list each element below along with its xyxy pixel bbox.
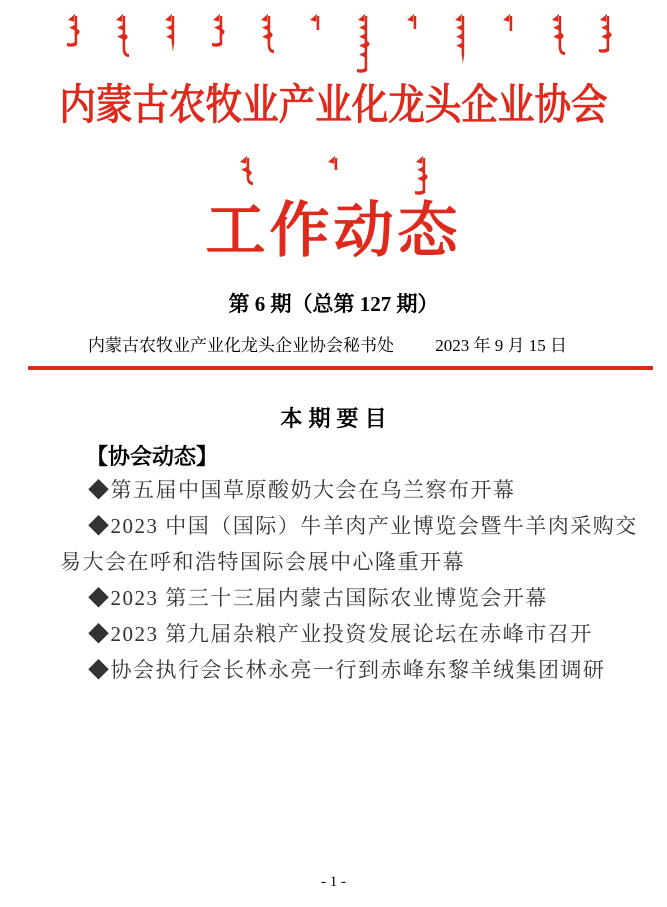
mongolian-script-word-icon	[550, 14, 566, 56]
mongolian-script-word-icon	[414, 156, 430, 196]
mongolian-script-word-icon	[211, 14, 227, 48]
toc-line: ◆2023 第三十三届内蒙古国际农业博览会开幕	[88, 586, 548, 610]
mongolian-script-word-icon	[114, 14, 130, 58]
red-divider-rule	[28, 366, 653, 370]
publisher-name: 内蒙古农牧业产业化龙头企业协会秘书处	[88, 336, 394, 355]
publisher-date-row	[88, 331, 567, 356]
mongolian-script-word-icon	[238, 156, 254, 186]
section-heading: 【协会动态】	[86, 444, 219, 469]
mongolian-script-top-row	[66, 14, 614, 74]
org-title: 内蒙古农牧业产业化龙头企业协会	[59, 83, 608, 129]
issue-number-line: 第 6 期（总第 127 期）	[228, 292, 439, 316]
mongolian-script-word-icon	[356, 14, 372, 74]
mongolian-script-word-icon	[501, 14, 517, 33]
mongolian-script-mid-row	[0, 156, 667, 196]
toc-line: ◆第五届中国草原酸奶大会在乌兰察布开幕	[88, 478, 516, 502]
mongolian-script-word-icon	[453, 14, 469, 64]
toc-line-wrap: 易大会在呼和浩特国际会展中心隆重开幕	[60, 550, 465, 574]
toc-line: ◆协会执行会长林永亮一行到赤峰东黎羊绒集团调研	[88, 658, 606, 682]
mongolian-script-word-icon	[259, 14, 275, 54]
mongolian-script-word-icon	[598, 14, 614, 54]
mongolian-script-word-icon	[163, 14, 179, 52]
mongolian-script-word-icon	[405, 14, 421, 31]
mongolian-script-word-icon	[326, 156, 342, 172]
mongolian-script-word-icon	[308, 14, 324, 32]
toc-heading: 本 期 要 目	[280, 406, 387, 431]
bulletin-title: 工作动态	[205, 198, 462, 264]
toc-line: ◆2023 第九届杂粮产业投资发展论坛在赤峰市召开	[88, 622, 593, 646]
page-number: - 1 -	[321, 874, 346, 890]
publish-date: 2023 年 9 月 15 日	[435, 336, 567, 355]
toc-line: ◆2023 中国（国际）牛羊肉产业博览会暨牛羊肉采购交	[88, 514, 638, 538]
mongolian-script-word-icon	[66, 14, 82, 48]
